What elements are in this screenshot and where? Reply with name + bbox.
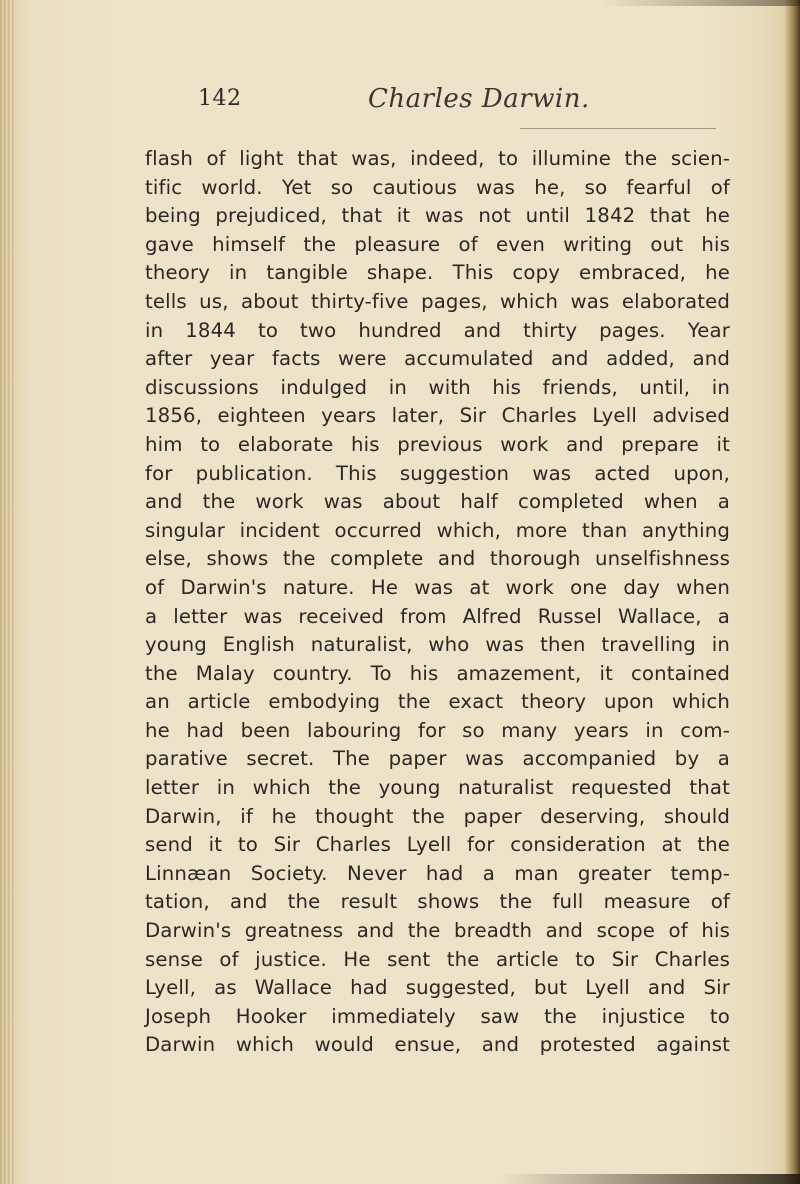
- body-text: [145, 145, 730, 1060]
- text-line: in 1844 to two hundred and thirty pages. Year: [145, 318, 730, 342]
- text-line: a letter was received from Alfred Russel Wallace, a: [145, 604, 730, 628]
- text-line: Linnæan Society. Never had a man greater temp-: [145, 861, 730, 885]
- text-line: the Malay country. To his amazement, it contained: [145, 661, 730, 685]
- text-line: 1856, eighteen years later, Sir Charles Lyell advised: [145, 404, 730, 428]
- text-line: after year facts were accumulated and added, and: [145, 347, 730, 371]
- text-line: singular incident occurred which, more than anything: [145, 518, 730, 542]
- text-line: Lyell, as Wallace had suggested, but Lyell and Sir: [145, 976, 730, 1000]
- running-title: Charles Darwin.: [368, 84, 590, 114]
- text-line: tells us, about thirty-five pages, which was elaborated: [145, 289, 730, 313]
- text-line: else, shows the complete and thorough unselfishness: [145, 547, 730, 571]
- text-line: flash of light that was, indeed, to illumine the scien-: [145, 147, 730, 170]
- text-line: and the work was about half completed when a: [145, 490, 730, 514]
- text-line: letter in which the young naturalist requested that: [145, 776, 730, 800]
- text-line: for publication. This suggestion was acted upon,: [145, 461, 730, 485]
- text-line: parative secret. The paper was accompanied by a: [145, 747, 730, 771]
- page-edge-shadow-bottom: [500, 1174, 800, 1184]
- text-line: Darwin, if he thought the paper deserving, should: [145, 804, 730, 828]
- page-gutter: [0, 0, 14, 1184]
- header-rule: [520, 128, 716, 129]
- text-line: being prejudiced, that it was not until 1842 that he: [145, 204, 730, 228]
- text-line: he had been labouring for so many years in com-: [145, 718, 730, 742]
- text-line: gave himself the pleasure of even writing out his: [145, 232, 730, 256]
- text-line: young English naturalist, who was then travelling in: [145, 633, 730, 657]
- text-line: tation, and the result shows the full measure of: [145, 890, 730, 914]
- running-header: [198, 86, 618, 122]
- text-line: Joseph Hooker immediately saw the injustice to: [145, 1004, 730, 1028]
- text-line: an article embodying the exact theory upon which: [145, 690, 730, 714]
- text-line: him to elaborate his previous work and prepare it: [145, 432, 730, 456]
- text-line: tific world. Yet so cautious was he, so fearful of: [145, 175, 730, 199]
- text-line: Darwin which would ensue, and protested against: [145, 1033, 730, 1057]
- text-line: sense of justice. He sent the article to Sir Charles: [145, 947, 730, 971]
- page-number: 142: [198, 86, 242, 111]
- page-edge-shadow-top: [600, 0, 800, 6]
- text-line: of Darwin's nature. He was at work one day when: [145, 575, 730, 599]
- text-line: send it to Sir Charles Lyell for consideration at the: [145, 833, 730, 857]
- text-line: Darwin's greatness and the breadth and scope of his: [145, 919, 730, 943]
- text-line: theory in tangible shape. This copy embraced, he: [145, 261, 730, 285]
- text-line: discussions indulged in with his friends, until, in: [145, 375, 730, 399]
